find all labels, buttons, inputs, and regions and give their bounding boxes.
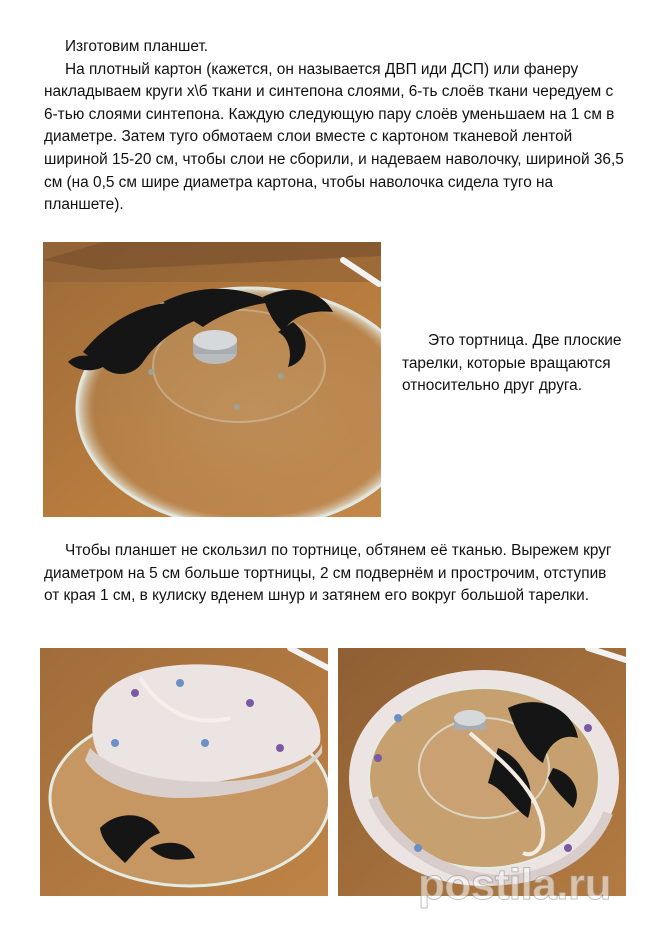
section-heading: Изготовим планшет. xyxy=(65,38,209,55)
intro-paragraph xyxy=(44,36,624,217)
cover-instructions-paragraph xyxy=(44,540,624,608)
cover-instructions-text: Чтобы планшет не скользил по тортнице, обтянем её тканью. Вырежем круг диаметром на 5 см больше тортницы, 2 см подвернём и прострочим, отступив от края 1 см, в кулиску вденем шнур и затянем его вокруг большой тарелки. xyxy=(44,542,612,605)
covered-cake-stand-photo xyxy=(338,648,626,896)
cake-stand-caption: Это тортница. Две плоские тарелки, которые вращаются относительно друг друга. xyxy=(402,332,622,395)
cake-stand-photo xyxy=(43,242,381,517)
instructions-text: На плотный картон (кажется, он называется ДВП иди ДСП) или фанеру накладываем круги х\б ткани и синтепона слоями, 6-ть слоёв ткани чередуем с 6-тью слоями синтепона. Каждую следующую пару слоёв уменьшаем на 1 см в диаметре. Затем туго обмотаем слои вместе с картоном тканевой лентой шириной 15-20 см, чтобы слои не сборили, и надеваем наволочку, шириной 36,5 см (на 0,5 см шире диаметра картона, чтобы наволочка сидела туго на планшете). xyxy=(44,60,624,214)
site-watermark: postila.ru xyxy=(418,860,612,909)
fabric-cover-photo xyxy=(40,648,328,896)
